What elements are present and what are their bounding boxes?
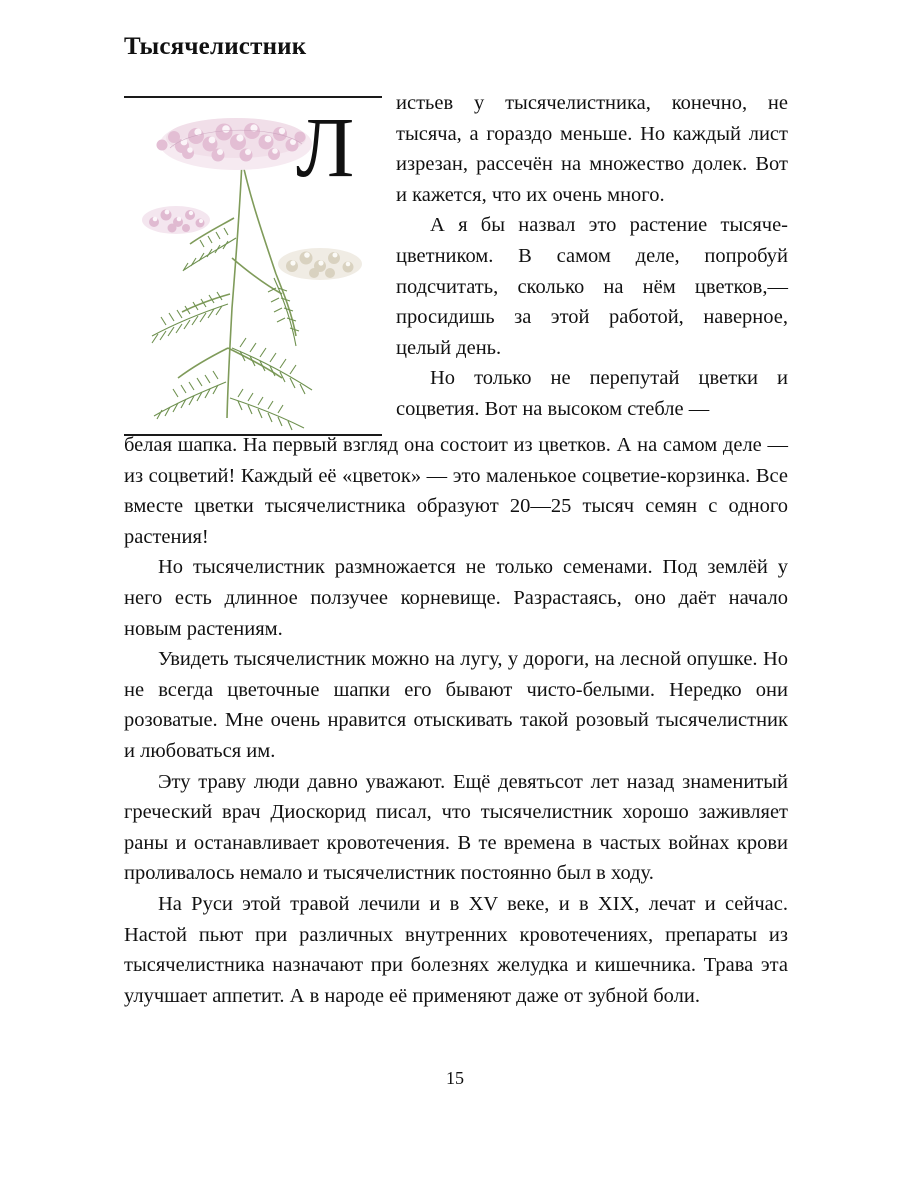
text-column-wrapped [396,88,788,425]
paragraph: Но тысячелистник размножается не только семенами. Под землёй у него есть длинное ползучее корневище. Разрастаясь, оно даёт начало новым растениям. [124,556,788,640]
paragraph: белая шапка. На первый взгляд она состоит из цветков. А на самом деле — из соцветий! Каждый её «цветок» — это маленькое соцветие-корзинка. Все вместе цветки тысячелистника образуют 20—25 тысяч семян с одного растения! [124,434,788,548]
page-title: Тысячелистник [124,33,307,60]
page-number: 15 [446,1068,464,1088]
paragraph: На Руси этой травой лечили и в XV веке, и в XIX, лечат и сейчас. Настой пьют при различных внутренних кровотечениях, препараты из тысячелистника назначают при болезнях желудка и кишечника. Трава эта улучшает аппетит. А в народе её применяют даже от зубной боли. [124,892,788,1007]
drop-cap: Л [296,99,355,195]
paragraph: А я бы назвал это растение тысячецветником. В самом деле, попробуй подсчитать, сколько на нём цветков,— просидишь за этой работой, наверное, целый день. [396,214,788,359]
paragraph: Но только не перепутай цветки и соцветия. Вот на высоком стебле — [396,367,788,420]
paragraph: Увидеть тысячелистник можно на лугу, у дороги, на лесной опушке. Но не всегда цветочные шапки его бывают чисто-белыми. Нередко они розоватые. Мне очень нравится отыскивать такой розовый тысячелистник и любоваться им. [124,648,788,762]
paragraph: Эту траву люди давно уважают. Ещё девятьсот лет назад знаменитый греческий врач Диоскорид писал, что тысячелистник хорошо заживляет раны и останавливает кровотечения. В те времена в частых войнах крови проливалось немало и тысячелистник постоянно был в ходу. [124,770,788,885]
text-column-full [124,430,788,1011]
paragraph: истьев у тысячелистника, конечно, не тысяча, а гораздо меньше. Но каждый лист изрезан, рассечён на множество долек. Вот и кажется, что их очень много. [396,92,788,206]
